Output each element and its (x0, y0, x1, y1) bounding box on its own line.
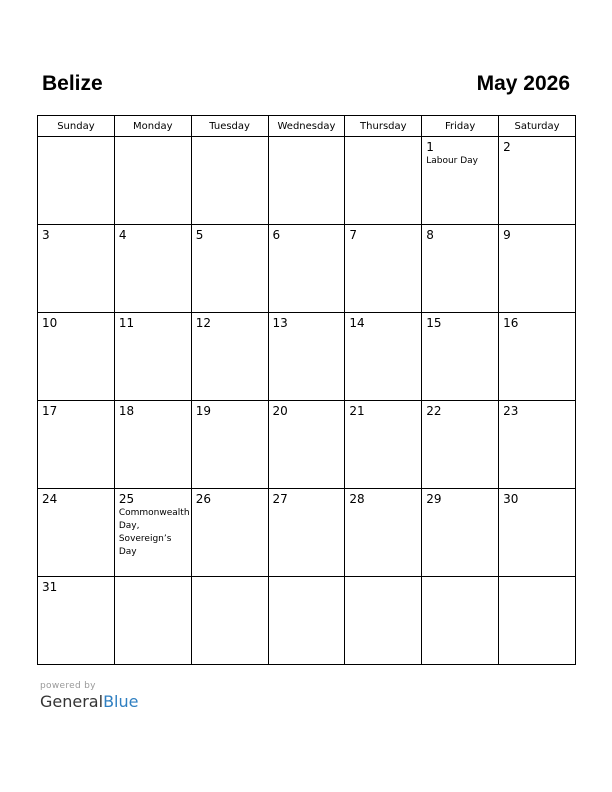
day-number: 7 (349, 228, 358, 242)
day-number: 20 (272, 404, 288, 418)
month-year-title: May 2026 (476, 72, 570, 95)
day-number: 24 (42, 492, 58, 506)
day-cell (422, 401, 499, 489)
day-cell (191, 489, 268, 577)
day-cell (114, 313, 191, 401)
weekday-header: Thursday (345, 116, 422, 137)
day-number: 12 (195, 316, 211, 330)
day-number: 26 (195, 492, 211, 506)
day-cell (268, 313, 345, 401)
day-cell (345, 489, 422, 577)
day-number: 6 (272, 228, 281, 242)
powered-by-text: powered by (40, 681, 96, 691)
day-number: 16 (503, 316, 519, 330)
footer-branding (40, 681, 138, 711)
day-cell (499, 401, 576, 489)
day-number: 14 (349, 316, 365, 330)
day-number: 1 (426, 140, 434, 154)
day-cell (422, 225, 499, 313)
day-number: 22 (426, 404, 442, 418)
day-cell (38, 137, 115, 225)
week-row (38, 577, 576, 665)
week-row (38, 489, 576, 577)
day-number: 23 (503, 404, 519, 418)
day-number: 25 (118, 492, 135, 506)
day-cell (345, 225, 422, 313)
weekday-header-row (38, 116, 576, 137)
day-number: 17 (42, 404, 58, 418)
generalblue-logo (40, 692, 138, 711)
day-number: 28 (349, 492, 365, 506)
day-cell (191, 313, 268, 401)
day-cell (114, 225, 191, 313)
day-number: 8 (426, 228, 434, 242)
week-row (38, 225, 576, 313)
day-cell (345, 137, 422, 225)
day-number: 9 (503, 228, 511, 242)
day-cell (422, 313, 499, 401)
day-number: 10 (42, 316, 58, 330)
day-number: 2 (503, 140, 511, 154)
weekday-header: Friday (422, 116, 499, 137)
day-cell (114, 137, 191, 225)
day-cell (345, 313, 422, 401)
day-cell (38, 489, 115, 577)
day-cell (499, 137, 576, 225)
holiday-label: Labour Day (426, 156, 479, 166)
country-title: Belize (42, 72, 103, 95)
day-number: 3 (42, 228, 50, 242)
day-number: 27 (272, 492, 288, 506)
weekday-header: Saturday (499, 116, 576, 137)
day-cell (38, 225, 115, 313)
day-number: 5 (195, 228, 204, 242)
holiday-label: Commonwealth Day, Sovereign’s Day (118, 508, 190, 557)
day-number: 11 (118, 316, 135, 330)
logo-text-blue: Blue (103, 692, 139, 711)
day-cell (499, 577, 576, 665)
day-cell (268, 225, 345, 313)
day-cell (499, 313, 576, 401)
week-row (38, 137, 576, 225)
day-cell (114, 489, 191, 577)
day-cell (268, 577, 345, 665)
day-cell (345, 401, 422, 489)
day-cell (422, 577, 499, 665)
logo-text-general: General (40, 692, 104, 711)
day-number: 29 (426, 492, 442, 506)
week-row (38, 401, 576, 489)
day-number: 4 (118, 228, 127, 242)
day-number: 19 (195, 404, 211, 418)
day-cell (422, 137, 499, 225)
day-cell (499, 489, 576, 577)
day-cell (268, 489, 345, 577)
day-cell (422, 489, 499, 577)
day-cell (114, 401, 191, 489)
week-row (38, 313, 576, 401)
day-number: 30 (503, 492, 519, 506)
day-cell (191, 225, 268, 313)
day-number: 31 (42, 580, 58, 594)
day-cell (268, 401, 345, 489)
day-number: 21 (349, 404, 365, 418)
day-number: 18 (118, 404, 135, 418)
weekday-header: Tuesday (191, 116, 268, 137)
day-number: 13 (272, 316, 288, 330)
day-number: 15 (426, 316, 442, 330)
day-cell (499, 225, 576, 313)
weekday-header: Wednesday (268, 116, 345, 137)
weekday-header: Monday (114, 116, 191, 137)
day-cell (38, 577, 115, 665)
day-cell (38, 313, 115, 401)
calendar-grid (37, 115, 576, 665)
day-cell (268, 137, 345, 225)
weekday-header: Sunday (38, 116, 115, 137)
day-cell (191, 401, 268, 489)
day-cell (345, 577, 422, 665)
day-cell (38, 401, 115, 489)
day-cell (191, 137, 268, 225)
day-cell (114, 577, 191, 665)
day-cell (191, 577, 268, 665)
